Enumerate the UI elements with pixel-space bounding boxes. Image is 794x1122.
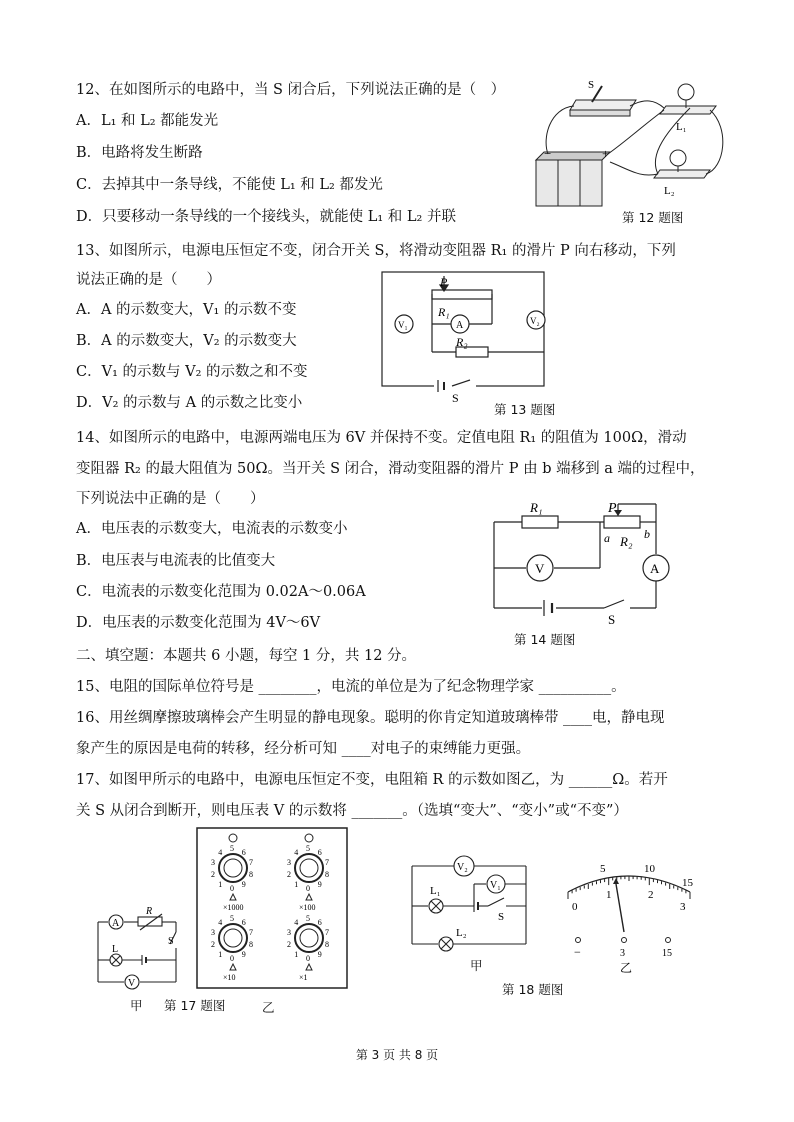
- dial-digit: 4: [218, 917, 223, 927]
- q12-option-b: B．电路将发生断路: [76, 145, 203, 161]
- dial-digit: 2: [211, 870, 215, 880]
- q17-line2: 关 S 从闭合到断开，则电压表 V 的示数将 _______。（选填“变大”、“变小”或“不变”）: [76, 803, 628, 819]
- dial-digit: 7: [249, 857, 253, 867]
- dial-digit: 0: [230, 954, 234, 963]
- dial-multiplier: ×100: [299, 903, 316, 912]
- q18-scale-top-10: 10: [644, 863, 655, 875]
- dial-digit: 1: [294, 880, 299, 890]
- q17-voltmeter-label: V: [128, 978, 136, 989]
- q12-option-d: D．只要移动一条导线的一个接线头，就能使 L₁ 和 L₂ 并联: [76, 209, 456, 225]
- q16-line2: 象产生的原因是电荷的转移，经分析可知 ____对电子的束缚能力更强。: [76, 741, 531, 757]
- q12-label-l1: L₁: [676, 121, 687, 133]
- q14-label-r2: R₂: [620, 534, 633, 549]
- q13-stem-line2: 说法正确的是（ ）: [76, 272, 221, 288]
- dial-digit: 5: [306, 914, 310, 923]
- dial-digit: 2: [287, 940, 291, 950]
- q14-stem-line1: 14、如图所示的电路中，电源两端电压为 6V 并保持不变。定值电阻 R₁ 的阻值为 100Ω，滑动: [76, 430, 687, 446]
- dial-digit: 3: [287, 927, 291, 937]
- dial-digit: 8: [325, 870, 329, 880]
- dial-ring: [295, 924, 323, 952]
- dial-digit: 9: [317, 880, 322, 890]
- q16-line1: 16、用丝绸摩擦玻璃棒会产生明显的静电现象。聪明的你肯定知道玻璃棒带 ____电，静电现: [76, 710, 665, 726]
- q12-label-l2: L₂: [664, 185, 675, 197]
- q15-text: 15、电阻的国际单位符号是 ________，电流的单位是为了纪念物理学家 __________。: [76, 679, 626, 695]
- dial-digit: 3: [287, 857, 291, 867]
- q13-circuit-figure: [374, 268, 554, 406]
- dial-digit: 8: [249, 940, 253, 950]
- q12-caption: 第 12 题图: [622, 210, 684, 225]
- q13-option-a: A．A 的示数变大，V₁ 的示数不变: [76, 302, 297, 318]
- dial-digit: 5: [306, 844, 310, 853]
- q14-option-b: B．电压表与电流表的比值变大: [76, 553, 276, 569]
- q17-caption-jia: 甲: [130, 998, 143, 1013]
- q18-label-l1: L₁: [430, 885, 441, 897]
- dial-ring: [219, 924, 247, 952]
- q13-label-p: P: [440, 275, 448, 289]
- q14-voltmeter-label: V: [535, 561, 545, 576]
- q18-label-s: S: [498, 911, 505, 923]
- dial-digit: 3: [211, 927, 215, 937]
- q13-option-b: B．A 的示数变大，V₂ 的示数变大: [76, 333, 297, 349]
- q18-scale-bottom-2: 2: [648, 889, 654, 901]
- q14-label-r1: R₁: [530, 500, 543, 515]
- dial-digit: 0: [230, 884, 234, 893]
- q18-scale-ticks: [568, 876, 690, 899]
- q17-resistance-box: [195, 826, 349, 990]
- q14-label-p: P: [608, 501, 617, 516]
- dial-digit: 8: [249, 870, 253, 880]
- q12-option-a: A．L₁ 和 L₂ 都能发光: [76, 113, 219, 129]
- q17-label-l: L: [112, 944, 119, 955]
- dial-ring: [219, 854, 247, 882]
- dial-digit: 6: [241, 847, 246, 857]
- q18-scale-top-5: 5: [600, 863, 606, 875]
- dial-ring: [295, 854, 323, 882]
- q18-scale-top-15: 15: [682, 877, 693, 889]
- dial-digit: 1: [218, 880, 223, 890]
- dial-digit: 5: [230, 914, 234, 923]
- q12-label-minus: −: [544, 146, 552, 161]
- q13-caption: 第 13 题图: [494, 402, 556, 417]
- q14-label-b-end: b: [644, 527, 650, 541]
- q18-needle: [616, 884, 624, 932]
- q17-line1: 17、如图甲所示的电路中，电源电压恒定不变，电阻箱 R 的示数如图乙，为 ______Ω。若开: [76, 772, 668, 788]
- dial-digit: 1: [218, 950, 223, 960]
- q18-terminal-15: 15: [662, 948, 672, 959]
- q18-v2-label: V₂: [457, 862, 468, 873]
- dial-digit: 0: [306, 884, 310, 893]
- q14-option-d: D．电压表的示数变化范围为 4V～6V: [76, 615, 321, 631]
- q18-caption-yi: 乙: [620, 961, 633, 975]
- q14-label-s: S: [608, 612, 616, 626]
- dial-digit: 9: [317, 950, 322, 960]
- q18-caption-jia: 甲: [470, 958, 483, 973]
- section-2-heading: 二、填空题：本题共 6 小题，每空 1 分，共 12 分。: [76, 648, 417, 664]
- q12-circuit-figure: [530, 78, 730, 218]
- q13-label-r2: R₂: [456, 335, 468, 349]
- q13-option-d: D．V₂ 的示数与 A 的示数之比变小: [76, 395, 303, 411]
- q14-caption: 第 14 题图: [514, 632, 576, 647]
- q18-label-l2: L₂: [456, 927, 467, 939]
- q14-option-c: C．电流表的示数变化范围为 0.02A～0.06A: [76, 584, 366, 600]
- q14-stem-line2: 变阻器 R₂ 的最大阻值为 50Ω。当开关 S 闭合，滑动变阻器的滑片 P 由 b 端移到 a 端的过程中，: [76, 461, 705, 477]
- dial-digit: 4: [218, 847, 223, 857]
- q17-caption-yi: 乙: [262, 1000, 275, 1015]
- dial-digit: 9: [241, 880, 246, 890]
- dial-digit: 3: [211, 857, 215, 867]
- q14-label-a-end: a: [604, 531, 610, 545]
- dial-digit: 7: [325, 857, 329, 867]
- page-number: 第 3 页 共 8 页: [355, 1048, 439, 1062]
- dial-digit: 7: [325, 927, 329, 937]
- q14-ammeter-label: A: [650, 561, 660, 576]
- dial-digit: 6: [241, 917, 246, 927]
- q17-circuit-jia: [90, 904, 190, 990]
- q13-ammeter-label: A: [456, 320, 464, 331]
- dial-digit: 7: [249, 927, 253, 937]
- dial-digit: 0: [306, 954, 310, 963]
- dial-digit: 4: [294, 917, 299, 927]
- q13-stem-line1: 13、如图所示，电源电压恒定不变，闭合开关 S，将滑动变阻器 R₁ 的滑片 P 向右移动，下列: [76, 243, 676, 259]
- q14-stem-line3: 下列说法中正确的是（ ）: [76, 491, 265, 507]
- dial-digit: 8: [325, 940, 329, 950]
- q14-circuit-figure: [484, 496, 674, 626]
- q18-voltmeter-dial: [556, 856, 702, 976]
- dial-digit: 6: [317, 847, 322, 857]
- dial-digit: 5: [230, 844, 234, 853]
- q13-label-s: S: [452, 391, 459, 405]
- dial-multiplier: ×1000: [223, 903, 244, 912]
- dial-multiplier: ×10: [223, 973, 236, 982]
- q12-label-plus: +: [602, 146, 610, 161]
- q13-label-r1: R₁: [438, 305, 450, 319]
- q18-circuit-jia: [404, 854, 534, 954]
- q12-stem: 12、在如图所示的电路中，当 S 闭合后，下列说法正确的是（ ）: [76, 82, 506, 98]
- dial-digit: 2: [287, 870, 291, 880]
- dial-multiplier: ×1: [299, 973, 308, 982]
- dial-digit: 9: [241, 950, 246, 960]
- q13-v2-label: V₂: [530, 316, 540, 326]
- q12-label-s: S: [588, 79, 595, 91]
- q14-option-a: A．电压表的示数变大，电流表的示数变小: [76, 521, 348, 537]
- q18-terminal-3: 3: [620, 948, 625, 959]
- q18-v1-label: V₁: [490, 880, 501, 891]
- dial-digit: 1: [294, 950, 299, 960]
- q17-label-r: R: [146, 906, 153, 917]
- q18-caption: 第 18 题图: [502, 982, 564, 997]
- q13-v1-label: V₁: [398, 320, 408, 330]
- q18-terminal-minus: −: [574, 945, 581, 959]
- q17-label-s: S: [168, 936, 174, 947]
- q18-scale-bottom-0: 0: [572, 901, 578, 913]
- q13-option-c: C．V₁ 的示数与 V₂ 的示数之和不变: [76, 364, 308, 380]
- q17-ammeter-label: A: [112, 918, 120, 929]
- dial-digit: 2: [211, 940, 215, 950]
- q17-caption: 第 17 题图: [164, 998, 226, 1013]
- dial-digit: 6: [317, 917, 322, 927]
- q18-scale-bottom-3: 3: [680, 901, 686, 913]
- q12-option-c: C．去掉其中一条导线，不能使 L₁ 和 L₂ 都发光: [76, 177, 383, 193]
- q18-scale-bottom-1: 1: [606, 889, 612, 901]
- dial-digit: 4: [294, 847, 299, 857]
